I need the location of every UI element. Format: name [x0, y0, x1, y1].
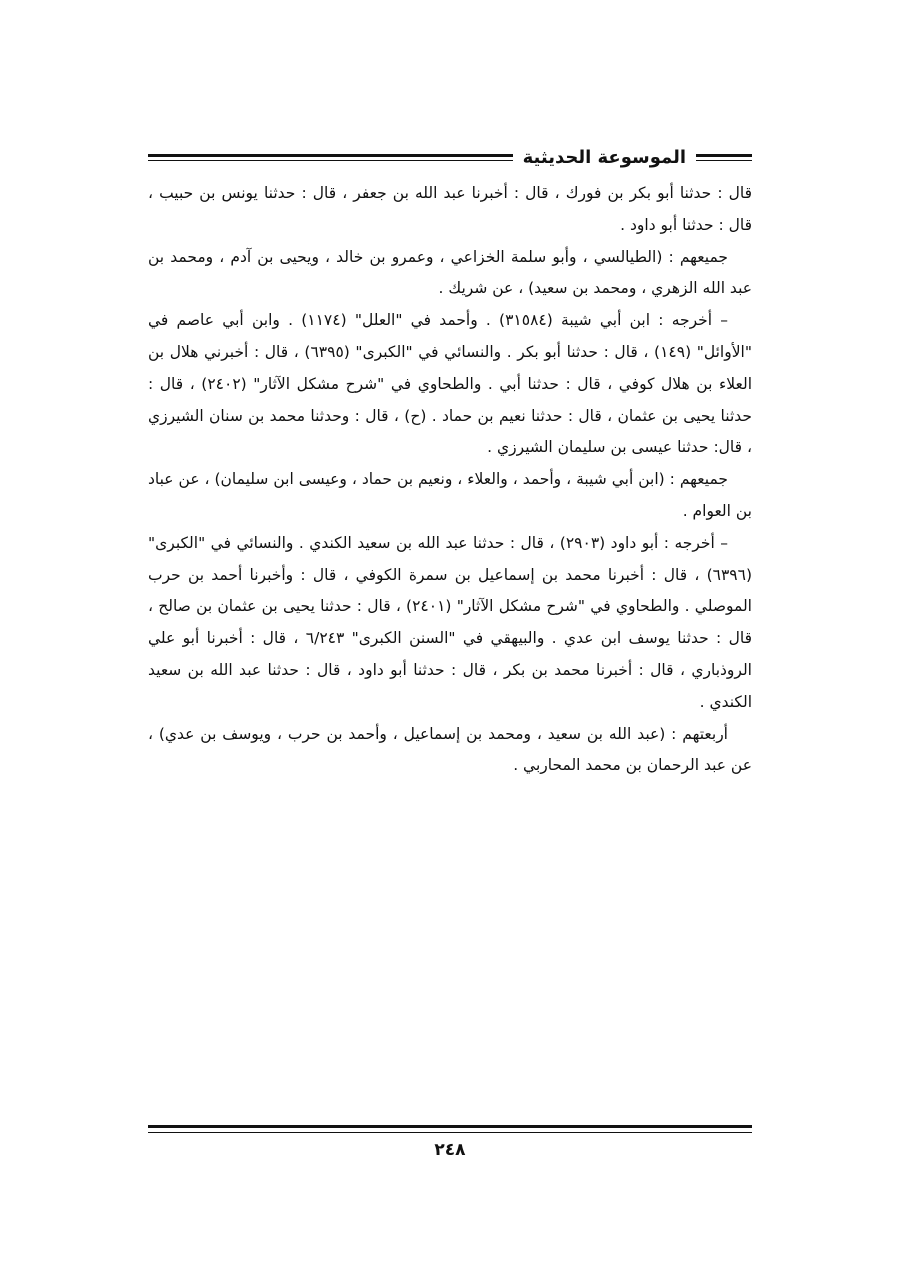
header-rule-left — [148, 154, 513, 161]
paragraph-4: جميعهم : (ابن أبي شيبة ، وأحمد ، والعلاء ، ونعيم بن حماد ، وعيسى ابن سليمان) ، عن عباد بن العوام . — [148, 470, 752, 520]
paragraph-5: – أخرجه : أبو داود (٢٩٠٣) ، قال : حدثنا عبد الله بن سعيد الكندي . والنسائي في "الكبرى" (٦٣٩٦) ، قال : أخبرنا محمد بن إسماعيل بن سمرة الكوفي ، قال : وأخبرنا أحمد بن حرب الموصلي . والطحاوي في "شرح مشكل الآثار" (٢٤٠١) ، قال : حدثنا يحيى بن عثمان بن صالح ، قال : حدثنا يوسف ابن عدي . والبيهقي في "السنن الكبرى" ٦/٢٤٣ ، قال : أخبرنا أبو علي الروذباري ، قال : أخبرنا محمد بن بكر ، قال : حدثنا أبو داود ، قال : حدثنا عبد الله بن سعيد الكندي . — [148, 533, 752, 711]
paragraph-2: جميعهم : (الطيالسي ، وأبو سلمة الخزاعي ، وعمرو بن خالد ، ويحيى بن آدم ، ومحمد بن عبد الله الزهري ، ومحمد بن سعيد) ، عن شريك . — [148, 247, 752, 298]
page-number: ٢٤٨ — [434, 1140, 466, 1160]
header-rule-right — [696, 154, 752, 161]
page-header — [148, 142, 752, 172]
paragraph-3: – أخرجه : ابن أبي شيبة (٣١٥٨٤) . وأحمد في "العلل" (١١٧٤) . وابن أبي عاصم في "الأوائل" (١٤٩) ، قال : حدثنا أبو بكر . والنسائي في "الكبرى" (٦٣٩٥) ، قال : أخبرني هلال بن العلاء بن هلال كوفي ، قال : حدثنا أبي . والطحاوي في "شرح مشكل الآثار" (٢٤٠٢) ، قال : حدثنا يحيى بن عثمان ، قال : حدثنا نعيم بن حماد . (ح) ، قال : وحدثنا محمد بن سنان الشيرزي ، قال: حدثنا عيسى بن سليمان الشيرزي . — [148, 311, 753, 457]
page-body — [148, 178, 752, 782]
paragraph-6: أربعتهم : (عبد الله بن سعيد ، ومحمد بن إسماعيل ، وأحمد بن حرب ، ويوسف بن عدي) ، عن عبد الرحمان بن محمد المحاربي . — [148, 724, 752, 775]
paragraph-1: قال : حدثنا أبو بكر بن فورك ، قال : أخبرنا عبد الله بن جعفر ، قال : حدثنا يونس بن حبيب ، قال : حدثنا أبو داود . — [148, 184, 752, 234]
footer-rule — [148, 1125, 752, 1133]
header-title: الموسوعة الحديثية — [522, 146, 686, 168]
